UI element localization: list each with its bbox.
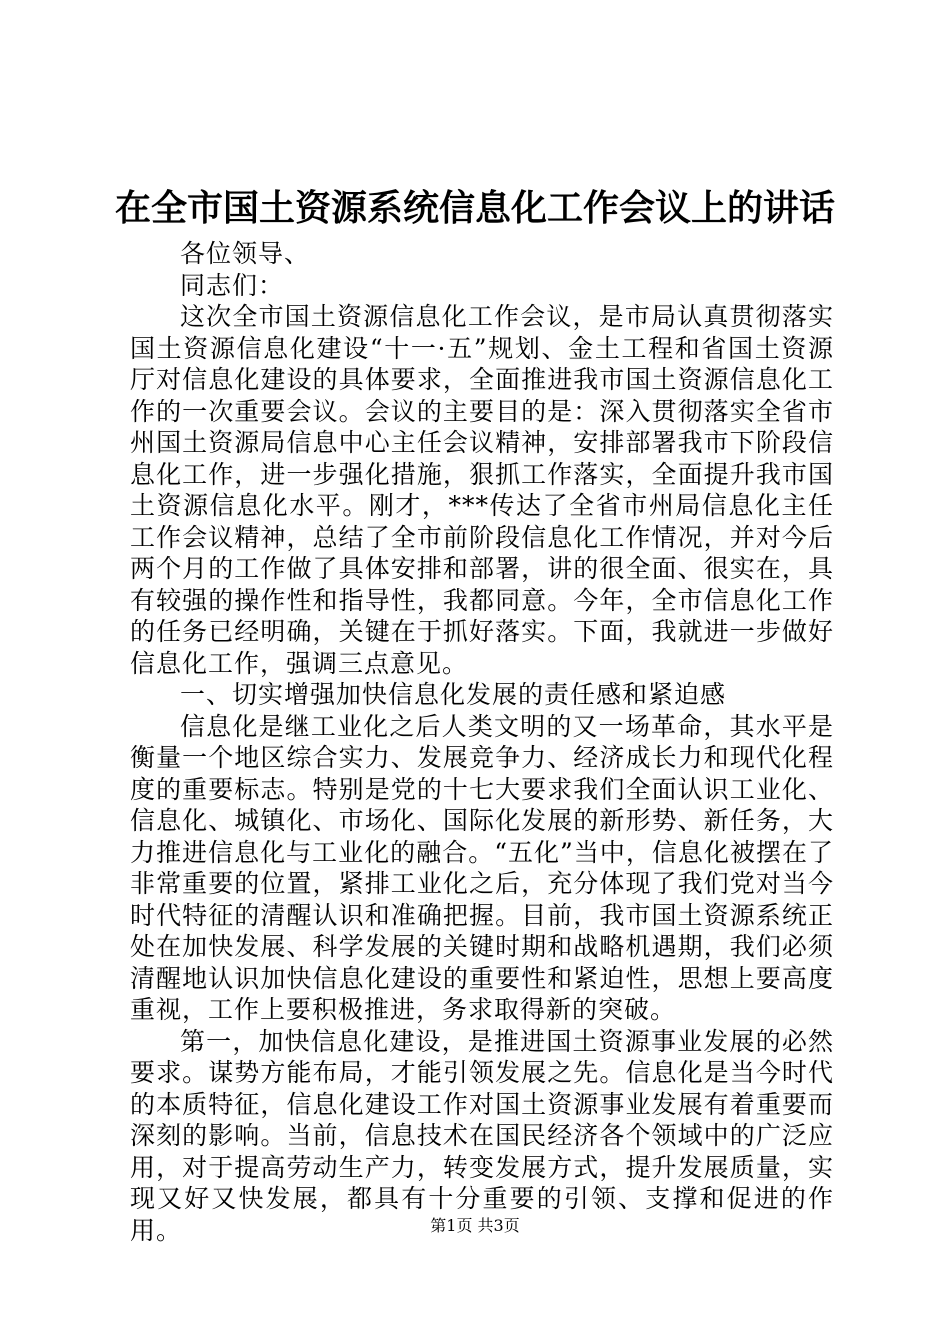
paragraph: 第一，加快信息化建设，是推进国土资源事业发展的必然要求。谋势方能布局，才能引领发展之先。信息化是当今时代的本质特征，信息化建设工作对国土资源事业发展有着重要而深刻的影响。当前，信息技术在国民经济各个领域中的广泛应用，对于提高劳动生产力，转变发展方式，提升发展质量，实现又好又快发展，都具有十分重要的引领、支撑和促进的作用。 [130,1026,834,1245]
paragraph: 信息化是继工业化之后人类文明的又一场革命，其水平是衡量一个地区综合实力、发展竞争力、经济成长力和现代化程度的重要标志。特别是党的十七大要求我们全面认识工业化、信息化、城镇化、市场化、国际化发展的新形势、新任务，大力推进信息化与工业化的融合。“五化”当中，信息化被摆在了非常重要的位置，紧排工业化之后，充分体现了我们党对当今时代特征的清醒认识和准确把握。目前，我市国土资源系统正处在加快发展、科学发展的关键时期和战略机遇期，我们必须清醒地认识加快信息化建设的重要性和紧迫性，思想上要高度重视，工作上要积极推进，务求取得新的突破。 [130,711,834,1024]
document-title: 在全市国土资源系统信息化工作会议上的讲话 [114,187,835,229]
document-body [130,238,834,1246]
salutation-line: 同志们： [180,270,285,300]
page-footer: 第1页 共3页 [430,1216,520,1235]
salutation-line: 各位领导、 [180,239,311,268]
section-heading: 一、切实增强加快信息化发展的责任感和紧迫感 [180,680,727,709]
paragraph: 这次全市国土资源信息化工作会议，是市局认真贯彻落实国土资源信息化建设“十一·五”规划、金土工程和省国土资源厅对信息化建设的具体要求，全面推进我市国土资源信息化工作的一次重要会议。会议的主要目的是：深入贯彻落实全省市州国土资源局信息中心主任会议精神，安排部署我市下阶段信息化工作，进一步强化措施，狠抓工作落实，全面提升我市国土资源信息化水平。刚才，***传达了全省市州局信息化主任工作会议精神，总结了全市前阶段信息化工作情况，并对今后两个月的工作做了具体安排和部署，讲的很全面、很实在，具有较强的操作性和指导性，我都同意。今年，全市信息化工作的任务已经明确，关键在于抓好落实。下面，我就进一步做好信息化工作，强调三点意见。 [130,302,834,678]
